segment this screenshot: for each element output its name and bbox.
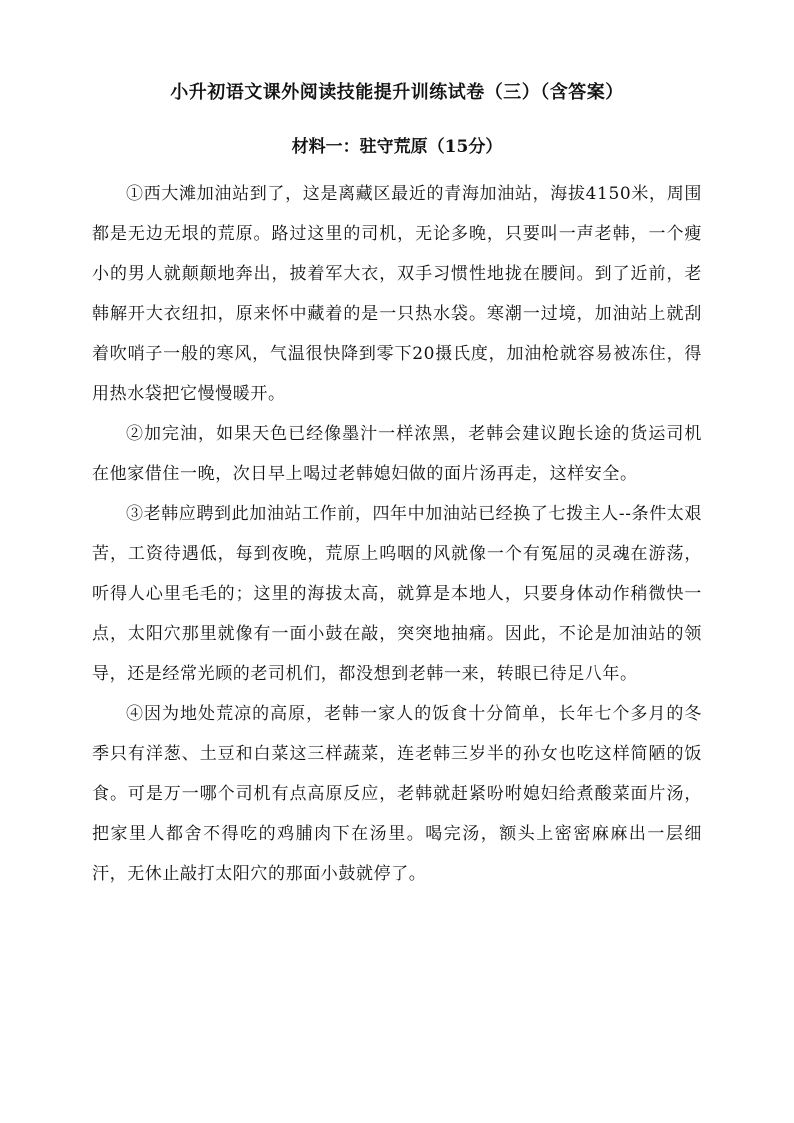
paragraph-2: ②加完油，如果天色已经像墨汁一样浓黑，老韩会建议跑长途的货运司机在他家借住一晚，次日早上喝过老韩媳妇做的面片汤再走，这样安全。 bbox=[92, 424, 702, 484]
section-title: 材料一：驻守荒原（15分） bbox=[291, 137, 503, 157]
article-body bbox=[92, 174, 702, 894]
paragraph-1: ①西大滩加油站到了，这是离藏区最近的青海加油站，海拔4150米，周围都是无边无垠的荒原。路过这里的司机，无论多晚，只要叫一声老韩，一个瘦小的男人就颠颠地奔出，披着军大衣，双手习惯性地拢在腰间。到了近前，老韩解开大衣纽扣，原来怀中藏着的是一只热水袋。寒潮一过境，加油站上就刮着吹哨子一般的寒风，气温很快降到零下20摄氏度，加油枪就容易被冻住，得用热水袋把它慢慢暖开。 bbox=[92, 184, 702, 404]
paragraph-4: ④因为地处荒凉的高原，老韩一家人的饭食十分简单，长年七个多月的冬季只有洋葱、土豆和白菜这三样蔬菜，连老韩三岁半的孙女也吃这样简陋的饭食。可是万一哪个司机有点高原反应，老韩就赶紧吩咐媳妇给煮酸菜面片汤，把家里人都舍不得吃的鸡脯肉下在汤里。喝完汤，额头上密密麻麻出一层细汗，无休止敲打太阳穴的那面小鼓就停了。 bbox=[92, 704, 702, 884]
paragraph-3: ③老韩应聘到此加油站工作前，四年中加油站已经换了七拨主人--条件太艰苦，工资待遇低，每到夜晚，荒原上呜咽的风就像一个有冤屈的灵魂在游荡，听得人心里毛毛的；这里的海拔太高，就算是本地人，只要身体动作稍微快一点，太阳穴那里就像有一面小鼓在敲，突突地抽痛。因此，不论是加油站的领导，还是经常光顾的老司机们，都没想到老韩一来，转眼已待足八年。 bbox=[92, 504, 702, 684]
document-title: 小升初语文课外阅读技能提升训练试卷（三）（含答案） bbox=[170, 82, 624, 103]
